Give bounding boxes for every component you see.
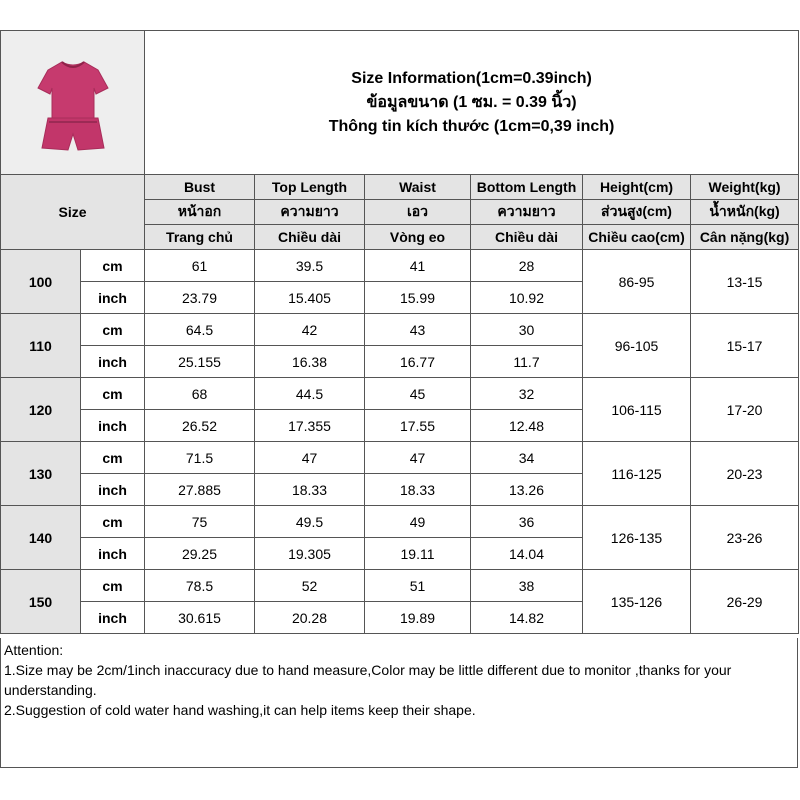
inch-value: 16.38 [255, 346, 365, 378]
col-waist-th: เอว [365, 200, 471, 225]
weight-range: 20-23 [691, 442, 799, 506]
col-bottom-length-en: Bottom Length [471, 175, 583, 200]
unit-inch-label: inch [81, 346, 145, 378]
inch-value: 15.405 [255, 282, 365, 314]
inch-value: 17.55 [365, 410, 471, 442]
inch-value: 19.11 [365, 538, 471, 570]
inch-value: 30.615 [145, 602, 255, 634]
inch-value: 18.33 [255, 474, 365, 506]
inch-value: 15.99 [365, 282, 471, 314]
cm-value: 52 [255, 570, 365, 602]
notes-line-1: 1.Size may be 2cm/1inch inaccuracy due to hand measure,Color may be little different due to monitor ,thanks for your understanding. [4, 662, 732, 698]
col-bust-th: หน้าอก [145, 200, 255, 225]
cm-value: 34 [471, 442, 583, 474]
cm-value: 45 [365, 378, 471, 410]
weight-range: 26-29 [691, 570, 799, 634]
col-height-en: Height(cm) [583, 175, 691, 200]
height-range: 96-105 [583, 314, 691, 378]
cm-value: 28 [471, 250, 583, 282]
col-weight-vi: Cân nặng(kg) [691, 225, 799, 250]
unit-cm-label: cm [81, 250, 145, 282]
cm-value: 49 [365, 506, 471, 538]
cm-value: 78.5 [145, 570, 255, 602]
table-row [1, 506, 799, 538]
cm-value: 36 [471, 506, 583, 538]
col-waist-en: Waist [365, 175, 471, 200]
table-row [1, 570, 799, 602]
inch-value: 14.82 [471, 602, 583, 634]
col-height-vi: Chiều cao(cm) [583, 225, 691, 250]
inch-value: 23.79 [145, 282, 255, 314]
col-top-length-en: Top Length [255, 175, 365, 200]
product-photo-cell [1, 31, 145, 175]
size-chart [0, 30, 798, 634]
inch-value: 20.28 [255, 602, 365, 634]
inch-value: 19.305 [255, 538, 365, 570]
size-value: 110 [1, 314, 81, 378]
inch-value: 17.355 [255, 410, 365, 442]
size-value: 100 [1, 250, 81, 314]
inch-value: 12.48 [471, 410, 583, 442]
unit-inch-label: inch [81, 282, 145, 314]
unit-cm-label: cm [81, 314, 145, 346]
col-weight-th: น้ำหนัก(kg) [691, 200, 799, 225]
cm-value: 30 [471, 314, 583, 346]
table-row [1, 442, 799, 474]
unit-cm-label: cm [81, 506, 145, 538]
cm-value: 61 [145, 250, 255, 282]
inch-value: 26.52 [145, 410, 255, 442]
cm-value: 68 [145, 378, 255, 410]
inch-value: 29.25 [145, 538, 255, 570]
product-photo [18, 48, 128, 158]
weight-range: 23-26 [691, 506, 799, 570]
cm-value: 38 [471, 570, 583, 602]
title-thai: ข้อมูลขนาด (1 ซม. = 0.39 นิ้ว) [366, 93, 577, 111]
unit-inch-label: inch [81, 538, 145, 570]
inch-value: 25.155 [145, 346, 255, 378]
inch-value: 13.26 [471, 474, 583, 506]
inch-value: 11.7 [471, 346, 583, 378]
inch-value: 16.77 [365, 346, 471, 378]
cm-value: 71.5 [145, 442, 255, 474]
attention-notes [0, 638, 798, 768]
weight-range: 15-17 [691, 314, 799, 378]
title-cell [145, 31, 799, 175]
col-waist-vi: Vòng eo [365, 225, 471, 250]
cm-value: 47 [365, 442, 471, 474]
title-vietnamese: Thông tin kích thước (1cm=0,39 inch) [328, 117, 615, 135]
cm-value: 44.5 [255, 378, 365, 410]
col-top-length-vi: Chiều dài [255, 225, 365, 250]
inch-value: 18.33 [365, 474, 471, 506]
height-range: 106-115 [583, 378, 691, 442]
col-top-length-th: ความยาว [255, 200, 365, 225]
inch-value: 10.92 [471, 282, 583, 314]
inch-value: 14.04 [471, 538, 583, 570]
unit-inch-label: inch [81, 410, 145, 442]
cm-value: 43 [365, 314, 471, 346]
unit-cm-label: cm [81, 442, 145, 474]
unit-cm-label: cm [81, 570, 145, 602]
table-row [1, 250, 799, 282]
notes-line-2: 2.Suggestion of cold water hand washing,it can help items keep their shape. [4, 702, 476, 718]
col-bottom-length-th: ความยาว [471, 200, 583, 225]
col-weight-en: Weight(kg) [691, 175, 799, 200]
cm-value: 49.5 [255, 506, 365, 538]
notes-heading: Attention: [4, 642, 64, 658]
size-column-label: Size [1, 175, 145, 250]
col-height-th: ส่วนสูง(cm) [583, 200, 691, 225]
cm-value: 42 [255, 314, 365, 346]
size-value: 120 [1, 378, 81, 442]
size-table [0, 30, 799, 634]
cm-value: 64.5 [145, 314, 255, 346]
col-bust-vi: Trang chủ [145, 225, 255, 250]
size-value: 150 [1, 570, 81, 634]
cm-value: 39.5 [255, 250, 365, 282]
table-row [1, 378, 799, 410]
title-english: Size Information(1cm=0.39inch) [351, 69, 592, 87]
height-range: 86-95 [583, 250, 691, 314]
height-range: 126-135 [583, 506, 691, 570]
height-range: 135-126 [583, 570, 691, 634]
inch-value: 19.89 [365, 602, 471, 634]
inch-value: 27.885 [145, 474, 255, 506]
weight-range: 13-15 [691, 250, 799, 314]
unit-inch-label: inch [81, 474, 145, 506]
col-bottom-length-vi: Chiều dài [471, 225, 583, 250]
cm-value: 47 [255, 442, 365, 474]
weight-range: 17-20 [691, 378, 799, 442]
size-value: 130 [1, 442, 81, 506]
table-row [1, 314, 799, 346]
height-range: 116-125 [583, 442, 691, 506]
size-value: 140 [1, 506, 81, 570]
unit-cm-label: cm [81, 378, 145, 410]
cm-value: 75 [145, 506, 255, 538]
cm-value: 51 [365, 570, 471, 602]
cm-value: 32 [471, 378, 583, 410]
col-bust-en: Bust [145, 175, 255, 200]
cm-value: 41 [365, 250, 471, 282]
unit-inch-label: inch [81, 602, 145, 634]
